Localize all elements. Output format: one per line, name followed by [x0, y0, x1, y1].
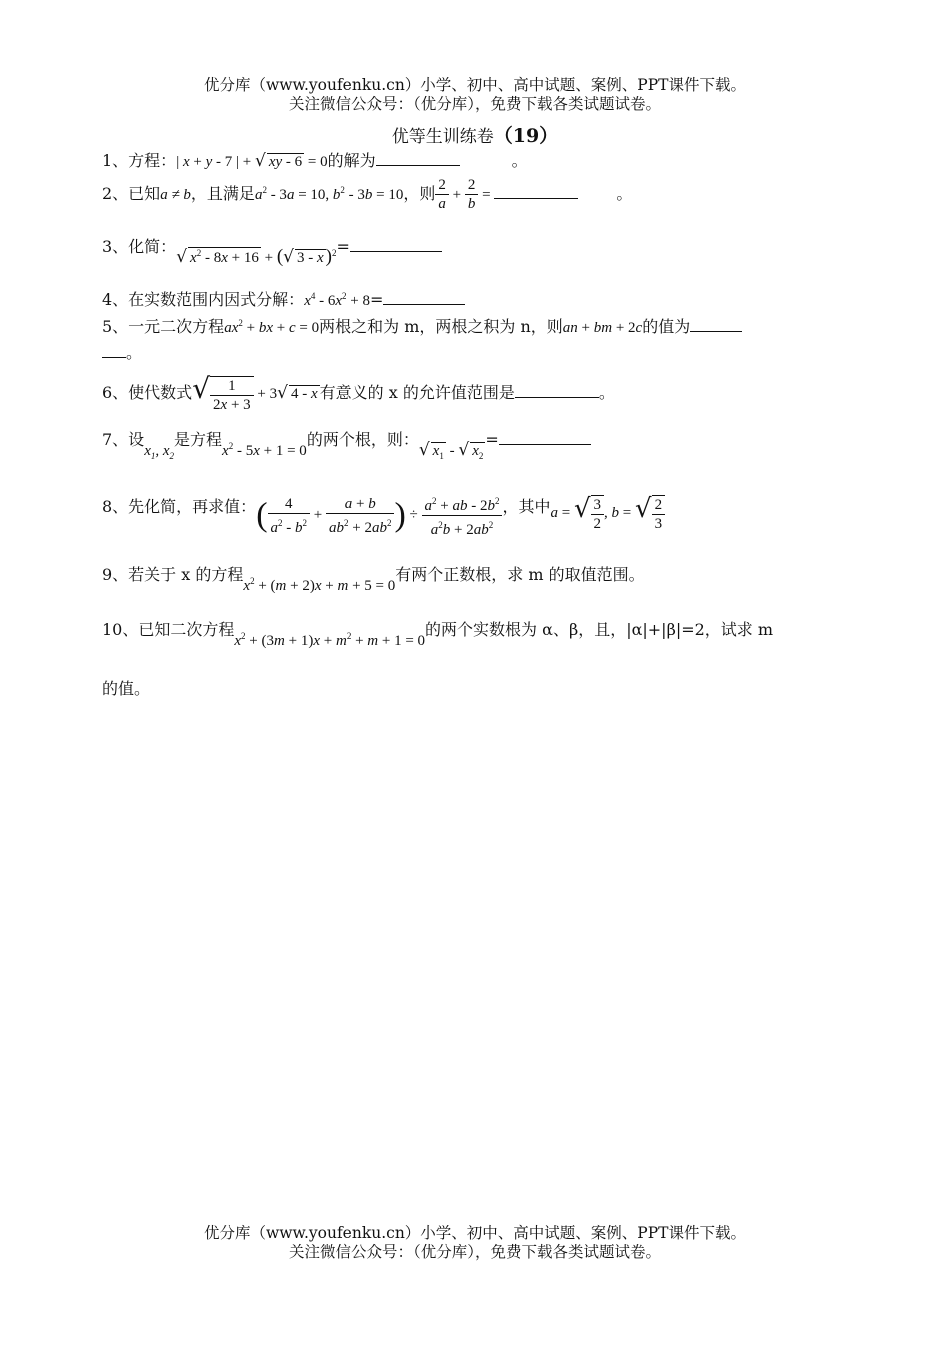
- header-line-2: 关注微信公众号：（优分库），免费下载各类试题试卷。: [288, 95, 661, 113]
- title-text: 优等生训练卷: [391, 127, 494, 147]
- q5-suffix: 的值为: [642, 317, 691, 336]
- q3-answer-blank[interactable]: [350, 235, 442, 252]
- q2-prefix: 2、已知: [102, 184, 161, 203]
- q7-answer-blank[interactable]: [499, 428, 591, 445]
- question-10: [102, 617, 774, 649]
- question-3: [102, 234, 442, 267]
- q7-equals: =: [485, 430, 499, 449]
- question-5: [102, 314, 742, 337]
- q2-then: ，则: [403, 184, 436, 203]
- q5-end: 。: [126, 343, 143, 362]
- q4-expression: $x^4 - 6x^2 + 8$: [304, 291, 370, 309]
- q6-suffix: 有意义的 x 的允许值范围是: [319, 383, 515, 402]
- q4-prefix: 4、在实数范围内因式分解：: [102, 290, 305, 309]
- q7-equation: $x^2 - 5x + 1 = 0$: [222, 441, 307, 459]
- q2-equations: $a^2 - 3a = 10$, $b^2 - 3b = 10$: [254, 185, 404, 203]
- q2-frac-a: $\frac{2}{a}$: [435, 176, 449, 213]
- q2-middle: ，且满足: [190, 184, 255, 203]
- title-number: （19）: [493, 125, 559, 147]
- header-line-1: 优分库（www.youfenku.cn）小学、初中、高中试题、案例、PPT课件下载。: [203, 76, 747, 94]
- q5-answer-blank-cont[interactable]: [102, 341, 126, 358]
- q3-equals: =: [336, 237, 350, 256]
- question-8: [102, 494, 665, 539]
- q10-suffix: 的两个实数根为 α、β，且，|α|+|β|=2，试求 m: [425, 620, 774, 639]
- question-9: [102, 562, 645, 594]
- question-7: [102, 427, 591, 461]
- q8-prefix: 8、先化简，再求值：: [102, 497, 257, 516]
- question-1: [102, 148, 528, 171]
- q7-middle: 是方程: [174, 430, 223, 449]
- q6-expression: √ $\frac{1}{2x + 3}$ + 3√ 4 - x: [192, 372, 318, 413]
- question-5-line-2: [102, 340, 142, 363]
- question-2: 2、已知a ≠ b，且满足$a^2 - 3a = 10$, $b^2 - 3b = 10$，则 $\frac{2}{a}$ + $\frac{2}{b}$ = 。: [102, 177, 633, 212]
- q5-equation: $ax^2$ + bx + c = 0: [224, 318, 320, 336]
- q1-answer-blank[interactable]: [376, 149, 460, 166]
- q7-then: 的两个根，则：: [306, 430, 419, 449]
- q10-equation: $x^2 + (3m + 1)x + m^2 + m + 1 = 0$: [234, 631, 426, 649]
- q1-prefix: 1、方程：: [102, 151, 177, 170]
- q5-prefix: 5、一元二次方程: [102, 317, 225, 336]
- q4-answer-blank[interactable]: [383, 288, 465, 305]
- q9-prefix: 9、若关于 x 的方程: [102, 565, 244, 584]
- q7-prefix: 7、设: [102, 430, 145, 449]
- q6-prefix: 6、使代数式: [102, 383, 193, 402]
- q5-middle: 两根之和为 m，两根之积为 n，则: [319, 317, 563, 336]
- q8-values: a = √ $\frac{3}{2}$ , b = √ $\frac{2}{3}$: [551, 494, 666, 533]
- q6-end: 。: [598, 383, 615, 402]
- q2-end: 。: [616, 184, 633, 203]
- q5-answer-blank[interactable]: [690, 315, 742, 332]
- question-10-line-2: 的值。: [102, 679, 151, 698]
- footer-line-2: 关注微信公众号：（优分库），免费下载各类试题试卷。: [288, 1243, 661, 1261]
- q9-equation: $x^2 + (m + 2)x + m + 5 = 0$: [243, 576, 396, 594]
- q7-expression: √ $x_1$ - √ $x_2$: [418, 440, 484, 461]
- q7-roots: $x_1$, $x_2$: [144, 443, 175, 461]
- q2-condition: a ≠ b: [160, 187, 191, 203]
- q10-prefix: 10、已知二次方程: [102, 620, 235, 639]
- q1-suffix: 的解为: [327, 151, 376, 170]
- q8-where: ，其中: [502, 497, 551, 516]
- q2-frac-b: $\frac{2}{b}$: [465, 176, 479, 213]
- q1-equation: | x + y - 7 | + √ xy - 6 = 0: [176, 151, 328, 171]
- q3-prefix: 3、化简：: [102, 237, 177, 256]
- q3-expression: √ $x^2 - 8x + 16$ + (√ 3 - x )$^2$: [176, 246, 337, 267]
- footer-line-1: 优分库（www.youfenku.cn）小学、初中、高中试题、案例、PPT课件下载。: [203, 1224, 747, 1242]
- q1-end: 。: [511, 151, 528, 170]
- question-6: [102, 372, 615, 414]
- question-4: [102, 287, 465, 310]
- q6-answer-blank[interactable]: [515, 381, 599, 398]
- q9-suffix: 有两个正数根，求 m 的取值范围。: [395, 565, 645, 584]
- q8-expression: ( $\frac{4}{a^2 - b^2}$ + $\frac{a + b}{ab^2 + 2ab^2}$ ) ÷ $\frac{a^2 + ab - 2b^2}{a^2b + 2ab^2}$: [256, 492, 502, 539]
- q5-expression: an + bm + 2c: [562, 320, 643, 336]
- page-title: [0, 121, 950, 148]
- q2-answer-blank[interactable]: [494, 182, 578, 199]
- q4-equals: =: [370, 290, 384, 309]
